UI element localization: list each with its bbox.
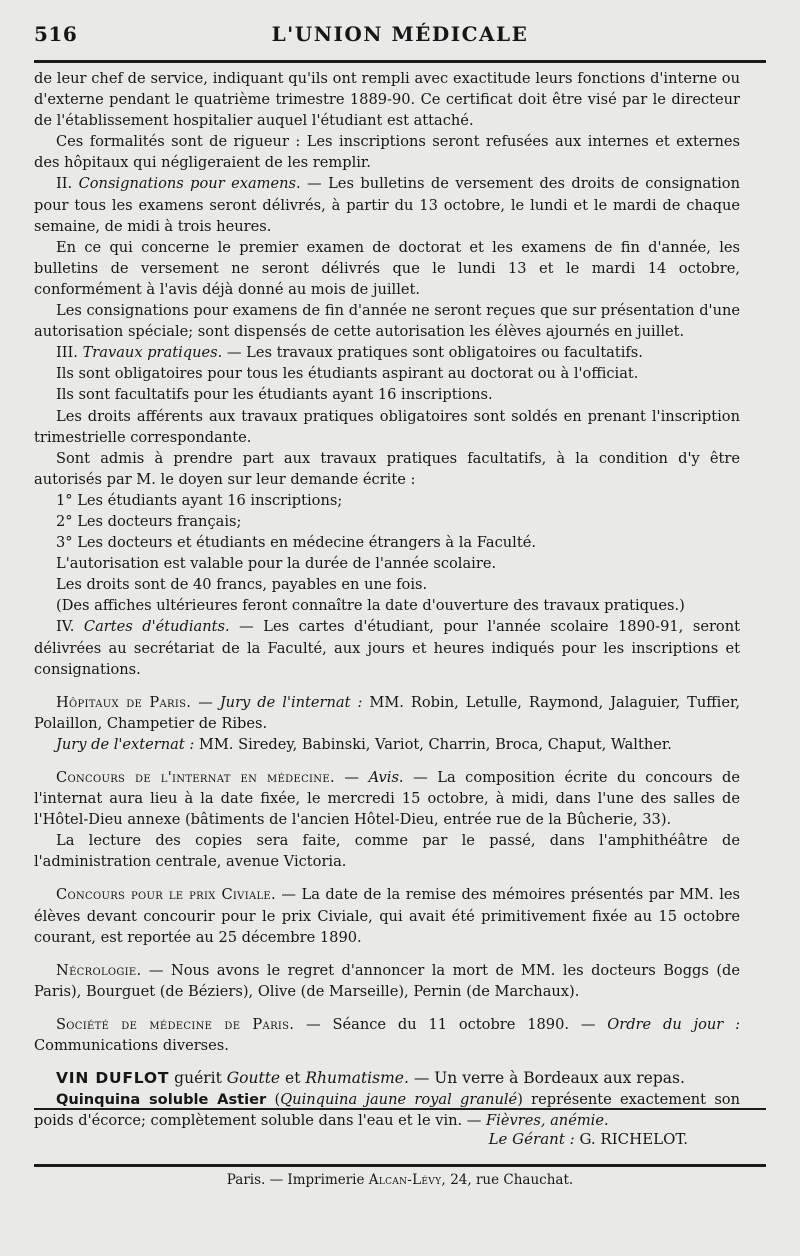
journal-title: L'UNION MÉDICALE: [271, 22, 529, 46]
paragraph-p5: [34, 300, 740, 342]
paragraph-p16: [34, 595, 740, 616]
text-run: — La date de la remise des mémoires présentés par MM. les élèves devant concourir pour le prix Civiale, qui avait été primitivement fixée au 15 octobre courant, est reportée au 25 décembre 1890.: [34, 886, 740, 946]
text-run: Communications diverses.: [34, 1037, 229, 1055]
paragraph-p10: [34, 448, 740, 490]
text-run: Hôpitaux de Paris.: [56, 693, 192, 711]
text-run: — Les travaux pratiques sont obligatoires ou facultatifs.: [222, 344, 643, 362]
signature-name: G. RICHELOT.: [579, 1130, 688, 1148]
text-run: Rhumatisme.: [305, 1069, 409, 1088]
paragraph-p1: [34, 68, 740, 131]
paragraph-p3: [34, 173, 740, 236]
page-number: 516: [34, 22, 78, 46]
text-run: Travaux pratiques.: [82, 344, 223, 362]
header-rule: [34, 60, 766, 63]
text-run: Cartes d'étudiants.: [83, 618, 230, 636]
text-run: Concours pour le prix Civiale.: [56, 886, 276, 904]
paragraph-p13: [34, 532, 740, 553]
footer-rule-lower: [34, 1164, 766, 1167]
text-run: Jury de l'internat :: [219, 693, 363, 711]
text-run: Ils sont facultatifs pour les étudiants ayant 16 inscriptions.: [56, 386, 493, 404]
paragraph-p17: [34, 616, 740, 679]
text-run: L'autorisation est valable pour la durée de l'année scolaire.: [56, 555, 497, 573]
text-run: — Un verre à Bordeaux aux repas.: [408, 1069, 685, 1088]
text-run: et: [280, 1069, 306, 1088]
text-run: (Des affiches ultérieures feront connaître la date d'ouverture des travaux pratiques.): [56, 597, 685, 615]
paragraph-p19: [34, 734, 740, 755]
page-header: [34, 22, 766, 52]
paragraph-p7: [34, 363, 740, 384]
paragraph-p11: [34, 490, 740, 511]
text-run: MM. Siredey, Babinski, Variot, Charrin, Broca, Chaput, Walther.: [194, 735, 672, 753]
text-run: Ils sont obligatoires pour tous les étudiants aspirant au doctorat ou à l'officiat.: [56, 365, 639, 383]
text-run: ) représente exactement son poids d'écorce; complètement soluble dans l'eau et le vin. —: [34, 1091, 740, 1130]
text-run: — Les cartes d'étudiant, pour l'année scolaire 1890-91, seront délivrées au secrétariat de la Faculté, aux jours et heures indiqués pour les inscriptions et consignations.: [34, 618, 740, 678]
text-run: Jury de l'externat :: [56, 735, 195, 753]
paragraph-p2: [34, 131, 740, 173]
text-run: Sont admis à prendre part aux travaux pratiques facultatifs, à la condition d'y être autorisés par M. le doyen sur leur demande écrite :: [34, 449, 740, 488]
text-run: Société de médecine de Paris.: [56, 1015, 295, 1033]
text-run: 2° Les docteurs français;: [56, 512, 242, 530]
text-run: Avis.: [368, 769, 404, 786]
signature-label: Le Gérant :: [488, 1130, 575, 1148]
text-run: de leur chef de service, indiquant qu'ils ont rempli avec exactitude leurs fonctions d'interne ou d'externe pendant le quatrième trimestre 1889-90. Ce certificat doit être visé par le directeur de l'établissement hospitalier auquel l'étudiant est attaché.: [34, 70, 740, 130]
imprint-printer: Alcan-Lévy,: [368, 1172, 446, 1188]
imprint-address: 24, rue Chauchat.: [450, 1172, 574, 1188]
text-run: Les droits sont de 40 francs, payables en une fois.: [56, 576, 428, 594]
text-run: Les droits afférents aux travaux pratiques obligatoires sont soldés en prenant l'inscription trimestrielle correspondante.: [34, 407, 740, 446]
paragraph-p26: [34, 1089, 740, 1131]
text-run: — Nous avons le regret d'annoncer la mort de MM. les docteurs Boggs (de Paris), Bourguet (de Béziers), Olive (de Marseille), Pernin (de Marchaux).: [34, 961, 740, 1000]
paragraph-p14: [34, 553, 740, 574]
text-run: Ordre du jour :: [607, 1015, 741, 1033]
paragraph-p6: [34, 342, 740, 363]
text-run: MM. Robin, Letulle, Raymond, Jalaguier, Tuffier, Polaillon, Champetier de Ribes.: [34, 693, 740, 732]
text-run: Consignations pour examens.: [78, 175, 301, 193]
paragraph-p15: [34, 574, 740, 595]
text-run: — Les bulletins de versement des droits de consignation pour tous les examens seront délivrés, à partir du 13 octobre, le lundi et le mardi de chaque semaine, de midi à trois heures.: [34, 175, 740, 235]
paragraph-p24: [34, 1014, 740, 1056]
text-run: II.: [56, 175, 79, 193]
text-run: Quinquina jaune royal granulé: [280, 1091, 518, 1109]
text-run: Goutte: [226, 1069, 281, 1088]
paragraph-p25: [34, 1068, 740, 1089]
text-run: 1° Les étudiants ayant 16 inscriptions;: [56, 491, 343, 509]
paragraph-p23: [34, 960, 740, 1002]
text-run: IV.: [56, 618, 84, 636]
paragraph-p9: [34, 406, 740, 448]
text-run: Les consignations pour examens de fin d'année ne seront reçues que sur présentation d'une autorisation spéciale; sont dispensés de cette autorisation les élèves ajournés en juillet.: [34, 302, 740, 341]
paragraph-p8: [34, 384, 740, 405]
text-run: Concours de l'internat en médecine.: [56, 769, 335, 786]
text-run: Nécrologie.: [56, 961, 142, 979]
text-run: Quinquina soluble Astier: [56, 1091, 267, 1109]
text-run: — Séance du 11 octobre 1890. —: [294, 1015, 608, 1033]
text-run: 3° Les docteurs et étudiants en médecine étrangers à la Faculté.: [56, 534, 536, 552]
text-run: —: [334, 769, 369, 786]
text-run: —: [191, 693, 220, 711]
paragraph-p18: [34, 692, 740, 734]
text-run: VIN DUFLOT: [56, 1069, 170, 1088]
text-run: Ces formalités sont de rigueur : Les inscriptions seront refusées aux internes et externes des hôpitaux qui négligeraient de les remplir.: [34, 133, 740, 172]
text-run: La lecture des copies sera faite, comme par le passé, dans l'amphithéâtre de l'administration centrale, avenue Victoria.: [34, 832, 740, 871]
text-run: En ce qui concerne le premier examen de doctorat et les examens de fin d'année, les bulletins de versement ne seront délivrés que le lundi 13 et le mardi 14 octobre, conformément à l'avis déjà donné au mois de juillet.: [34, 238, 740, 298]
text-run: Fièvres, anémie.: [486, 1112, 609, 1130]
paragraph-p22: [34, 884, 740, 947]
paragraph-p4: [34, 237, 740, 300]
paragraph-p21: [34, 830, 740, 872]
imprint-city: Paris. — Imprimerie: [226, 1172, 365, 1188]
footer-rule-upper: [34, 1108, 766, 1110]
printer-imprint: [0, 1172, 800, 1188]
signature-line: [489, 1130, 688, 1148]
text-run: — La composition écrite du concours de l'internat aura lieu à la date fixée, le mercredi 15 octobre, à midi, dans l'une des salles de l'Hôtel-Dieu annexe (bâtiments de l'ancien Hôtel-Dieu, entrée rue de la Bûcherie, 33).: [34, 769, 740, 829]
paragraph-p12: [34, 511, 740, 532]
text-run: III.: [56, 344, 83, 362]
article-body: [34, 68, 740, 1131]
paragraph-p20: [34, 767, 740, 830]
text-run: (: [266, 1091, 281, 1109]
text-run: guérit: [169, 1069, 227, 1088]
